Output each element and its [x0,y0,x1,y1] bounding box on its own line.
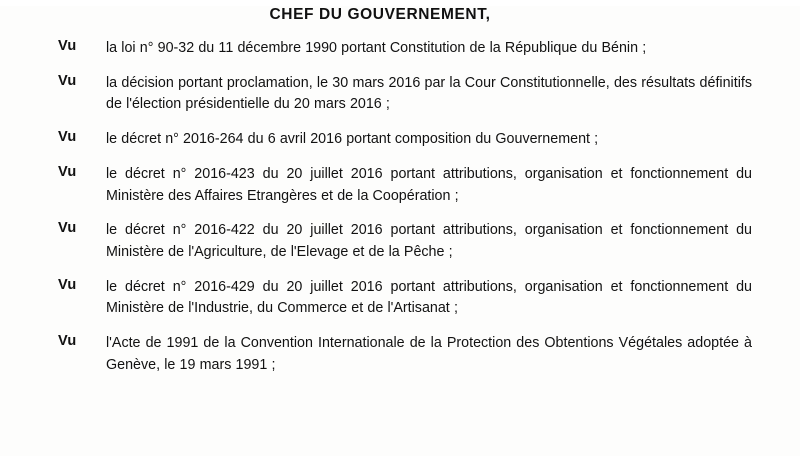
clause-text: le décret n° 2016-264 du 6 avril 2016 portant composition du Gouvernement ; [106,131,599,148]
list-item [58,38,752,60]
clause-marker: Vu [58,129,77,146]
list-item [58,164,752,207]
list-item [58,129,752,151]
clause-text: le décret n° 2016-422 du 20 juillet 2016 portant attributions, organisation et fonctionnement du Ministère de l'Agriculture, de l'Elevage et de la Pêche ; [106,222,752,261]
list-item [58,277,752,320]
clause-marker: Vu [58,72,77,89]
list-item [58,333,752,376]
list-item [58,73,752,116]
clause-text: l'Acte de 1991 de la Convention Internationale de la Protection des Obtentions Végétales adoptée à Genève, le 19 mars 1991 ; [106,335,752,373]
clause-marker: Vu [58,163,77,180]
clause-marker: Vu [58,38,77,54]
clause-text: la loi n° 90-32 du 11 décembre 1990 portant Constitution de la République du Bénin ; [106,40,647,56]
clause-marker: Vu [58,276,77,293]
list-item [58,220,752,263]
clause-text: le décret n° 2016-423 du 20 juillet 2016 portant attributions, organisation et fonctionnement du Ministère des Affaires Etrangères et de la Coopération ; [106,165,752,204]
page-title: CHEF DU GOUVERNEMENT, [269,6,491,23]
clause-text: le décret n° 2016-429 du 20 juillet 2016 portant attributions, organisation et fonctionnement du Ministère de l'Industrie, du Commerce et de l'Artisanat ; [106,278,752,317]
clause-text: la décision portant proclamation, le 30 mars 2016 par la Cour Constitutionnelle, des résultats définitifs de l'élection présidentielle du 20 mars 2016 ; [106,74,752,113]
clause-marker: Vu [58,333,77,350]
clause-marker: Vu [58,220,77,237]
document-page [0,6,800,456]
page-bottom-edge [0,448,800,456]
clause-list [0,38,800,377]
